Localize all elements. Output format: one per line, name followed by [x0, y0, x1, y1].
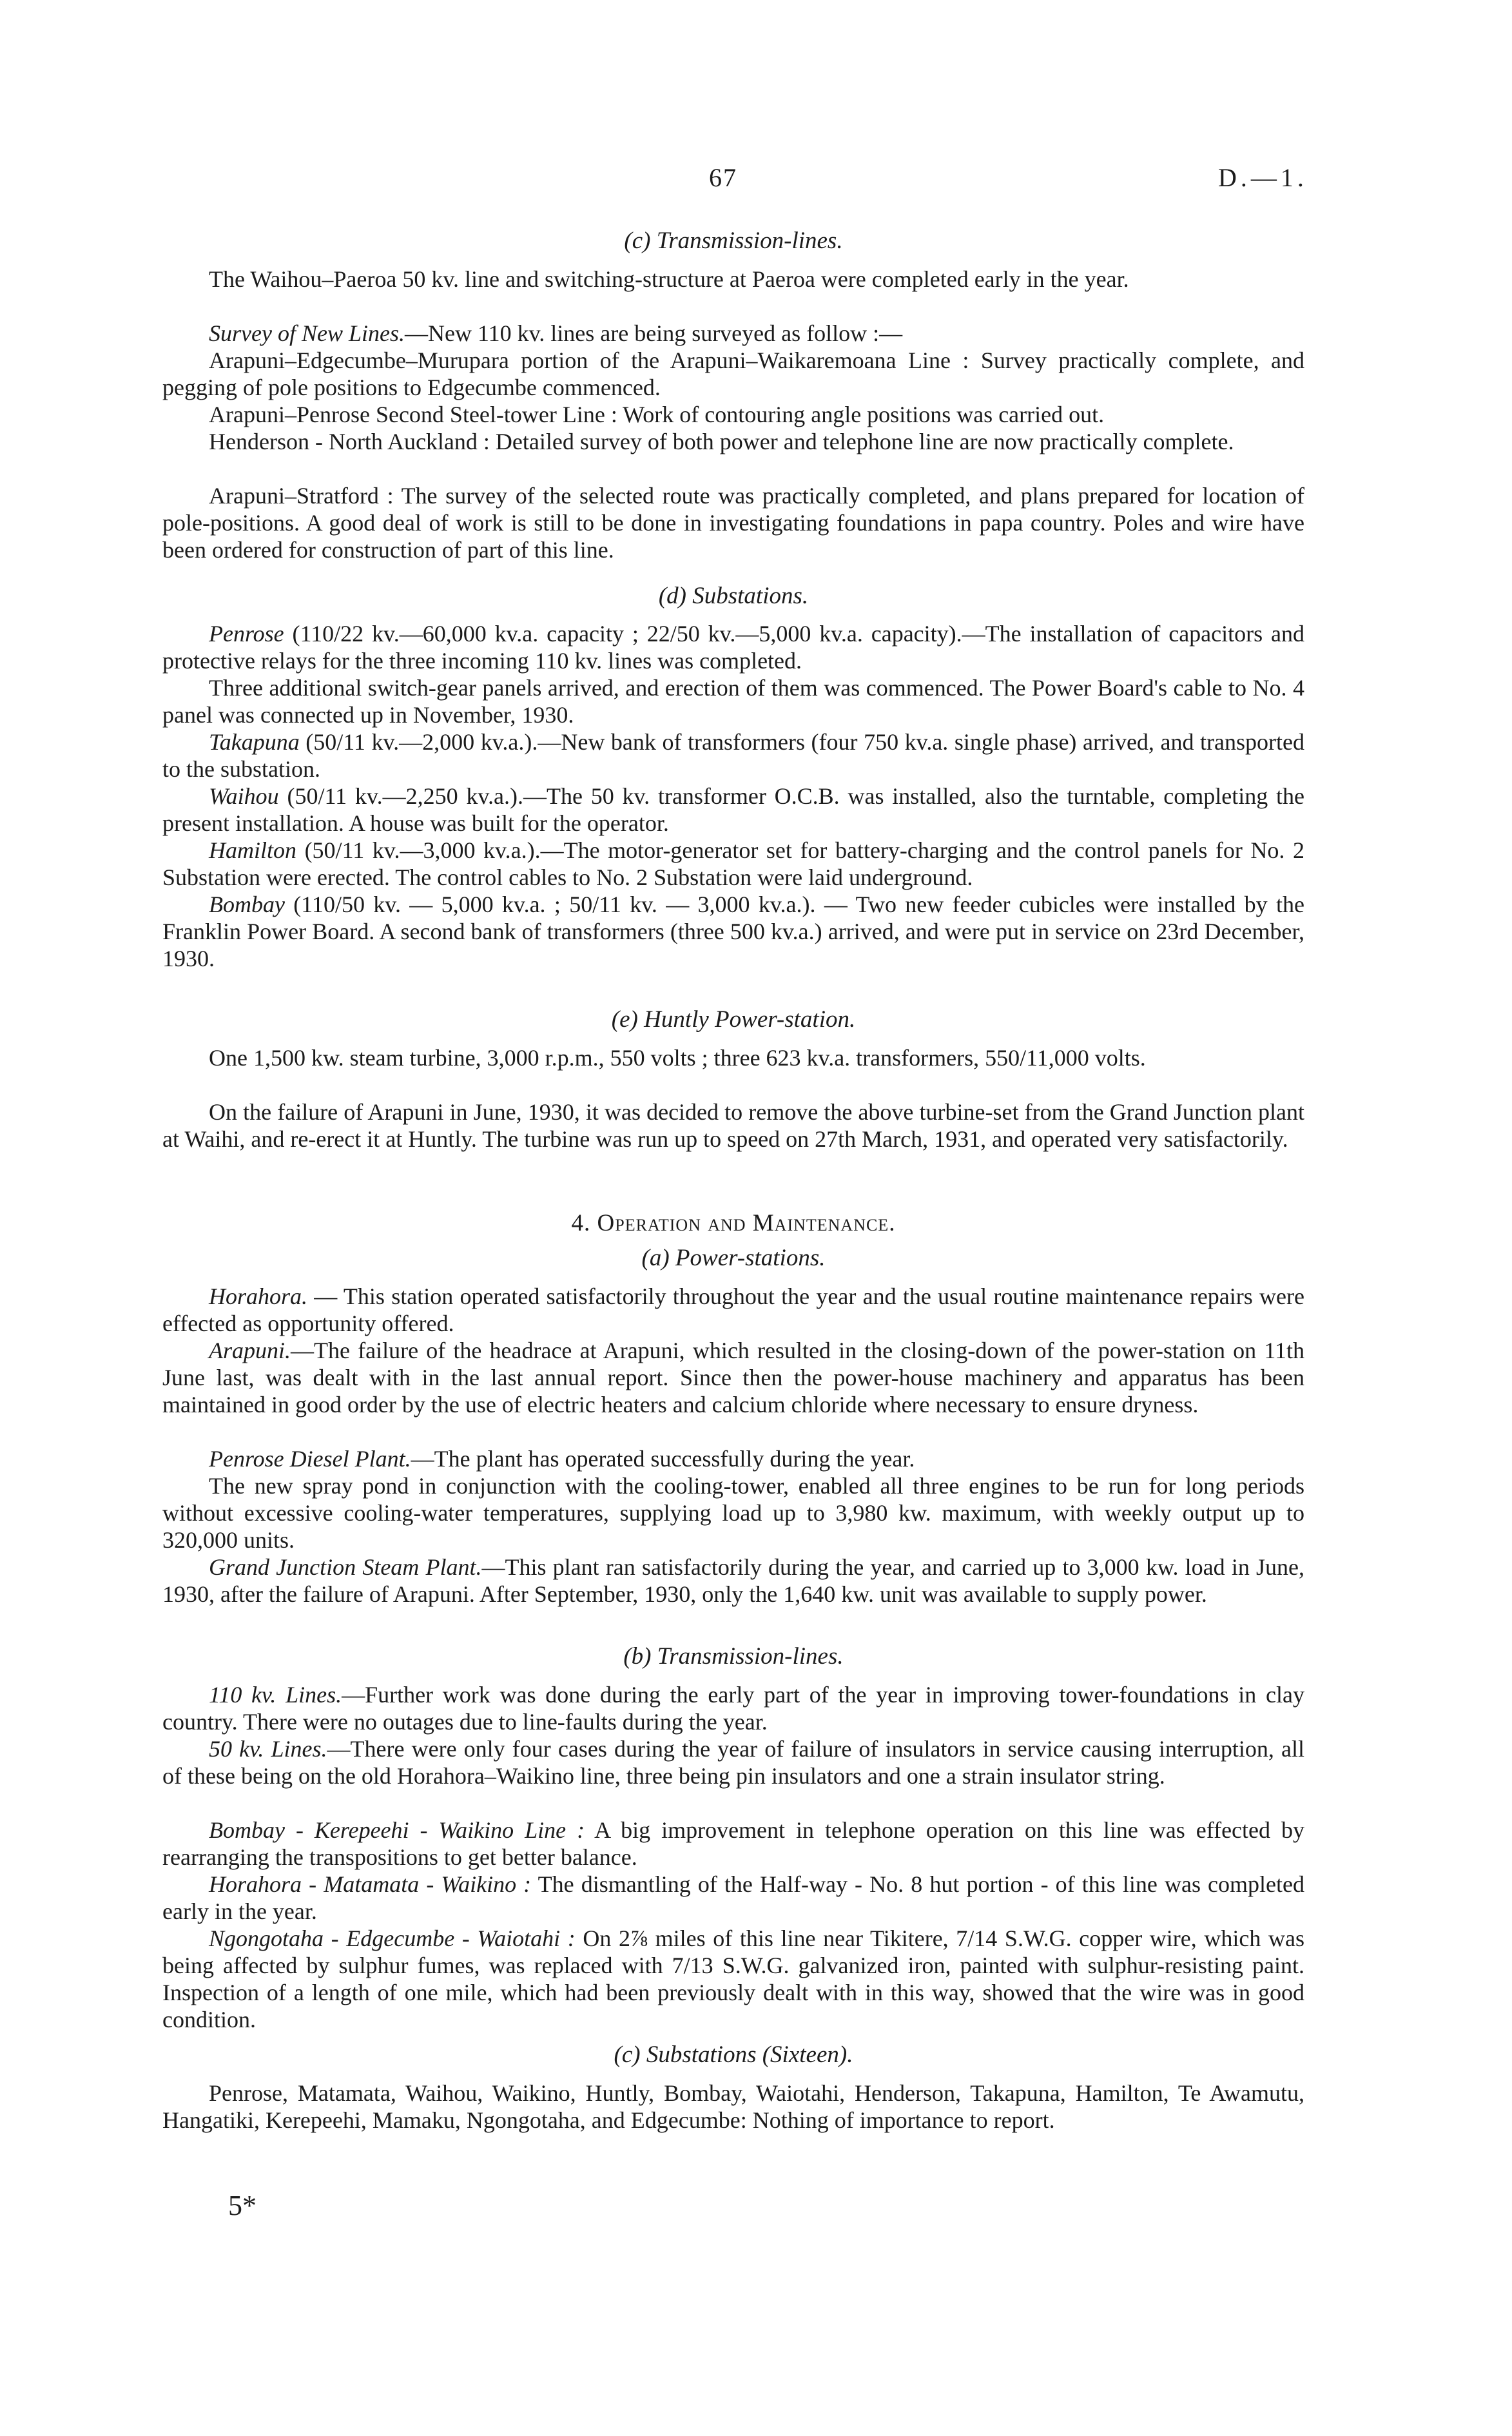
paragraph: 50 kv. Lines.—There were only four cases during the year of failure of insulators in service causing interruption, all of these being on the old Horahora–Waikino line, three being pin insulators and one a strain insulator string. — [162, 1736, 1304, 1789]
paragraph: The new spray pond in conjunction with the cooling-tower, enabled all three engines to be run for long periods without excessive cooling-water temperatures, supplying load up to 3,980 kw. maximum, with weekly output up to 320,000 units. — [162, 1473, 1304, 1553]
section-heading-huntly: (e) Huntly Power-station. — [611, 1006, 856, 1033]
paragraph: Grand Junction Steam Plant.—This plant ran satisfactorily during the year, and carried up to 3,000 kw. load in June, 1930, after the failure of Arapuni. After September, 1930, only the 1,640 kw. unit was available to supply power. — [162, 1554, 1304, 1607]
paragraph: Arapuni–Stratford : The survey of the selected route was practically completed, and plans prepared for location of pole-positions. A good deal of work is still to be done in investigating foundations in papa country. Poles and wire have been ordered for construction of part of this line. — [162, 483, 1304, 563]
paragraph: Three additional switch-gear panels arrived, and erection of them was commenced. The Power Board's cable to No. 4 panel was connected up in November, 1930. — [162, 675, 1304, 728]
section-heading-transmission-lines-b: (b) Transmission-lines. — [623, 1643, 844, 1670]
paragraph: Horahora - Matamata - Waikino : The dismantling of the Half-way - No. 8 hut portion - of this line was completed early in the year. — [162, 1871, 1304, 1924]
paragraph: Penrose (110/22 kv.—60,000 kv.a. capacity ; 22/50 kv.—5,000 kv.a. capacity).—The installation of capacitors and protective relays for the three incoming 110 kv. lines was completed. — [162, 621, 1304, 674]
paragraph: Waihou (50/11 kv.—2,250 kv.a.).—The 50 kv. transformer O.C.B. was installed, also the turntable, completing the present installation. A house was built for the operator. — [162, 783, 1304, 836]
paragraph: Penrose, Matamata, Waihou, Waikino, Huntly, Bombay, Waiotahi, Henderson, Takapuna, Hamilton, Te Awamutu, Hangatiki, Kerepeehi, Mamaku, Ngongotaha, and Edgecumbe: Nothing of importance to report. — [162, 2080, 1304, 2133]
paragraph: Ngongotaha - Edgecumbe - Waiotahi : On 2⅞ miles of this line near Tikitere, 7/14 S.W.G. copper wire, which was being affected by sulphur fumes, was replaced with 7/13 S.W.G. galvanized iron, painted with sulphur-resisting paint. Inspection of a length of one mile, which had been previously dealt with in this way, showed that the wire was in good condition. — [162, 1925, 1304, 2032]
paragraph: One 1,500 kw. steam turbine, 3,000 r.p.m., 550 volts ; three 623 kv.a. transformers, 550/11,000 volts. — [209, 1045, 1146, 1071]
paragraph: Penrose Diesel Plant.—The plant has operated successfully during the year. — [209, 1446, 915, 1472]
paragraph: Arapuni.—The failure of the headrace at Arapuni, which resulted in the closing-down of the power-station on 11th June last, was dealt with in the last annual report. Since then the power-house machinery and apparatus has been maintained in good order by the use of electric heaters and calcium chloride where necessary to ensure dryness. — [162, 1338, 1304, 1418]
section-heading-operation-maintenance: 4. Operation and Maintenance. — [571, 1210, 896, 1236]
paragraph: Horahora. — This station operated satisfactorily throughout the year and the usual routine maintenance repairs were effected as opportunity offered. — [162, 1283, 1304, 1336]
section-heading-substations: (d) Substations. — [658, 583, 809, 609]
paragraph: Arapuni–Penrose Second Steel-tower Line : Work of contouring angle positions was carried out. — [209, 402, 1105, 427]
page-code: D.—1. — [1218, 163, 1308, 192]
paragraph: 110 kv. Lines.—Further work was done during the early part of the year in improving tower-foundations in clay country. There were no outages due to line-faults during the year. — [162, 1682, 1304, 1735]
paragraph: On the failure of Arapuni in June, 1930, it was decided to remove the above turbine-set from the Grand Junction plant at Waihi, and re-erect it at Huntly. The turbine was run up to speed on 27th March, 1931, and operated very satisfactorily. — [162, 1099, 1304, 1152]
section-heading-power-stations: (a) Power-stations. — [641, 1245, 826, 1271]
paragraph: Bombay (110/50 kv. — 5,000 kv.a. ; 50/11 kv. — 3,000 kv.a.). — Two new feeder cubicles were installed by the Franklin Power Board. A second bank of transformers (three 500 kv.a.) arrived, and were put in service on 23rd December, 1930. — [162, 892, 1304, 971]
paragraph: Survey of New Lines.—New 110 kv. lines are being surveyed as follow :— — [209, 320, 903, 346]
paragraph: The Waihou–Paeroa 50 kv. line and switching-structure at Paeroa were completed early in the year. — [209, 266, 1129, 292]
section-heading-substations-sixteen: (c) Substations (Sixteen). — [614, 2041, 853, 2068]
section-heading-transmission-lines: (c) Transmission-lines. — [624, 228, 843, 254]
paragraph: Hamilton (50/11 kv.—3,000 kv.a.).—The motor-generator set for battery-charging and the control panels for No. 2 Substation were erected. The control cables to No. 2 Substation were laid underground. — [162, 837, 1304, 890]
page-number: 67 — [709, 163, 737, 192]
paragraph: Arapuni–Edgecumbe–Murupara portion of the Arapuni–Waikaremoana Line : Survey practically complete, and pegging of pole positions to Edgecumbe commenced. — [162, 347, 1304, 400]
paragraph: Henderson - North Auckland : Detailed survey of both power and telephone line are now practically complete. — [209, 429, 1234, 454]
paragraph: Takapuna (50/11 kv.—2,000 kv.a.).—New bank of transformers (four 750 kv.a. single phase) arrived, and transported to the substation. — [162, 729, 1304, 782]
signature-mark: 5* — [228, 2190, 257, 2221]
paragraph: Bombay - Kerepeehi - Waikino Line : A big improvement in telephone operation on this line was effected by rearranging the transpositions to get better balance. — [162, 1817, 1304, 1870]
